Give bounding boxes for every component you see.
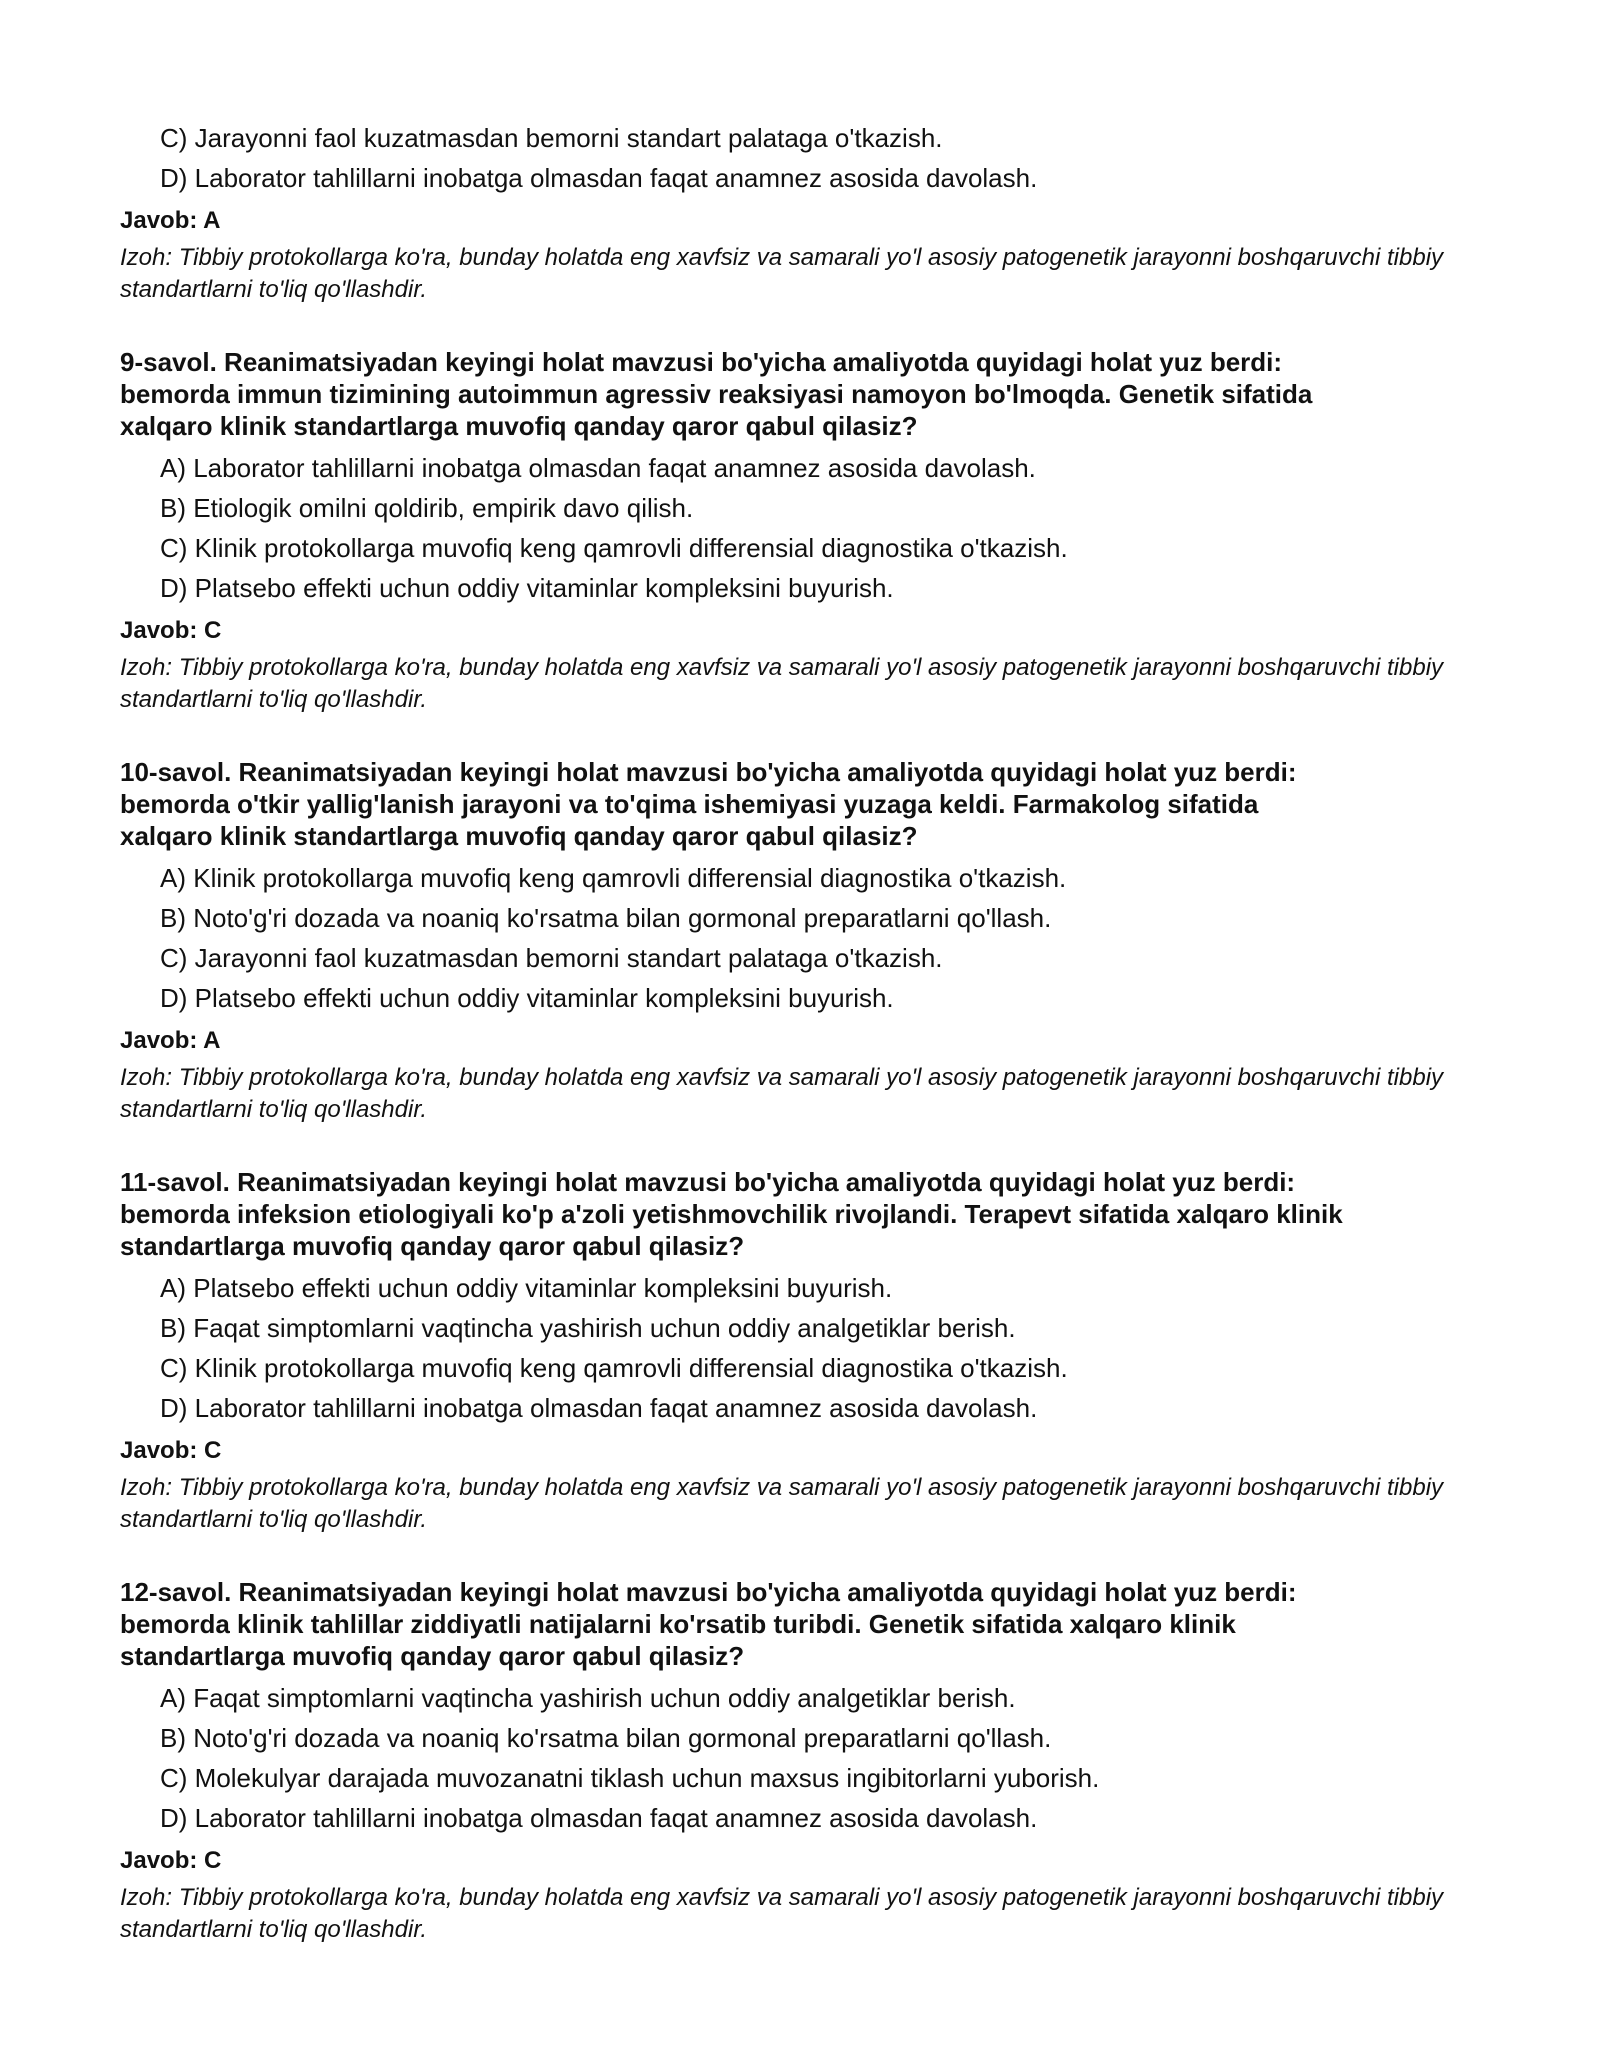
option-a: A) Laborator tahlillarni inobatga olmasdan faqat anamnez asosida davolash. <box>160 453 1036 483</box>
answer-label: Javob: C <box>120 1437 222 1464</box>
explanation-note: Izoh: Tibbiy protokollarga ko'ra, bunday holatda eng xavfsiz va samarali yo'l asosiy patogenetik jarayonni boshqaruvchi tibbiy standartlarni to'liq qo'llashdir. <box>120 1884 1444 1943</box>
option-d: D) Laborator tahlillarni inobatga olmasdan faqat anamnez asosida davolash. <box>160 163 1038 193</box>
question-title <box>120 756 1500 852</box>
question-title <box>120 346 1500 442</box>
explanation-note: Izoh: Tibbiy protokollarga ko'ra, bunday holatda eng xavfsiz va samarali yo'l asosiy patogenetik jarayonni boshqaruvchi tibbiy standartlarni to'liq qo'llashdir. <box>120 244 1444 303</box>
document-page <box>120 118 1500 1946</box>
option-c: C) Klinik protokollarga muvofiq keng qamrovli differensial diagnostika o'tkazish. <box>160 533 1068 563</box>
question-title-line: standartlarga muvofiq qanday qaror qabul qilasiz? <box>120 1231 745 1261</box>
question-title-line: xalqaro klinik standartlarga muvofiq qanday qaror qabul qilasiz? <box>120 411 918 441</box>
question-title-line: xalqaro klinik standartlarga muvofiq qanday qaror qabul qilasiz? <box>120 821 918 851</box>
option-b: B) Etiologik omilni qoldirib, empirik davo qilish. <box>160 493 694 523</box>
explanation-note: Izoh: Tibbiy protokollarga ko'ra, bunday holatda eng xavfsiz va samarali yo'l asosiy patogenetik jarayonni boshqaruvchi tibbiy standartlarni to'liq qo'llashdir. <box>120 1474 1444 1533</box>
question-10 <box>120 756 1500 1126</box>
question-title-line: 10-savol. Reanimatsiyadan keyingi holat mavzusi bo'yicha amaliyotda quyidagi holat yuz berdi: <box>120 757 1297 787</box>
answer-label: Javob: A <box>120 207 221 234</box>
answer-label: Javob: C <box>120 1847 222 1874</box>
question-title-line: standartlarga muvofiq qanday qaror qabul qilasiz? <box>120 1641 745 1671</box>
option-b: B) Noto'g'ri dozada va noaniq ko'rsatma bilan gormonal preparatlarni qo'llash. <box>160 1723 1052 1753</box>
option-d: D) Laborator tahlillarni inobatga olmasdan faqat anamnez asosida davolash. <box>160 1393 1038 1423</box>
answer-label: Javob: A <box>120 1027 221 1054</box>
option-b: B) Noto'g'ri dozada va noaniq ko'rsatma bilan gormonal preparatlarni qo'llash. <box>160 903 1052 933</box>
question-title-line: bemorda infeksion etiologiyali ko'p a'zoli yetishmovchilik rivojlandi. Terapevt sifatida xalqaro klinik <box>120 1199 1343 1229</box>
question-title <box>120 1166 1500 1262</box>
option-a: A) Faqat simptomlarni vaqtincha yashirish uchun oddiy analgetiklar berish. <box>160 1683 1016 1713</box>
option-c: C) Molekulyar darajada muvozanatni tiklash uchun maxsus ingibitorlarni yuborish. <box>160 1763 1100 1793</box>
question-title <box>120 1576 1500 1672</box>
question-8-continuation <box>120 118 1500 306</box>
question-title-line: bemorda immun tizimining autoimmun agressiv reaksiyasi namoyon bo'lmoqda. Genetik sifatida <box>120 379 1313 409</box>
question-11 <box>120 1166 1500 1536</box>
option-b: B) Faqat simptomlarni vaqtincha yashirish uchun oddiy analgetiklar berish. <box>160 1313 1016 1343</box>
option-a: A) Klinik protokollarga muvofiq keng qamrovli differensial diagnostika o'tkazish. <box>160 863 1067 893</box>
explanation-note: Izoh: Tibbiy protokollarga ko'ra, bunday holatda eng xavfsiz va samarali yo'l asosiy patogenetik jarayonni boshqaruvchi tibbiy standartlarni to'liq qo'llashdir. <box>120 654 1444 713</box>
question-title-line: bemorda klinik tahlillar ziddiyatli natijalarni ko'rsatib turibdi. Genetik sifatida xalqaro klinik <box>120 1609 1236 1639</box>
option-c: C) Jarayonni faol kuzatmasdan bemorni standart palataga o'tkazish. <box>160 943 943 973</box>
answer-label: Javob: C <box>120 617 222 644</box>
option-d: D) Laborator tahlillarni inobatga olmasdan faqat anamnez asosida davolash. <box>160 1803 1038 1833</box>
question-title-line: 11-savol. Reanimatsiyadan keyingi holat mavzusi bo'yicha amaliyotda quyidagi holat yuz berdi: <box>120 1167 1296 1197</box>
question-title-line: 12-savol. Reanimatsiyadan keyingi holat mavzusi bo'yicha amaliyotda quyidagi holat yuz berdi: <box>120 1577 1297 1607</box>
question-title-line: 9-savol. Reanimatsiyadan keyingi holat mavzusi bo'yicha amaliyotda quyidagi holat yuz berdi: <box>120 347 1283 377</box>
question-title-line: bemorda o'tkir yallig'lanish jarayoni va to'qima ishemiyasi yuzaga keldi. Farmakolog sifatida <box>120 789 1259 819</box>
option-c: C) Klinik protokollarga muvofiq keng qamrovli differensial diagnostika o'tkazish. <box>160 1353 1068 1383</box>
option-d: D) Platsebo effekti uchun oddiy vitaminlar kompleksini buyurish. <box>160 573 894 603</box>
question-9 <box>120 346 1500 716</box>
explanation-note: Izoh: Tibbiy protokollarga ko'ra, bunday holatda eng xavfsiz va samarali yo'l asosiy patogenetik jarayonni boshqaruvchi tibbiy standartlarni to'liq qo'llashdir. <box>120 1064 1444 1123</box>
option-d: D) Platsebo effekti uchun oddiy vitaminlar kompleksini buyurish. <box>160 983 894 1013</box>
option-c: C) Jarayonni faol kuzatmasdan bemorni standart palataga o'tkazish. <box>160 123 943 153</box>
question-12 <box>120 1576 1500 1946</box>
option-a: A) Platsebo effekti uchun oddiy vitaminlar kompleksini buyurish. <box>160 1273 893 1303</box>
